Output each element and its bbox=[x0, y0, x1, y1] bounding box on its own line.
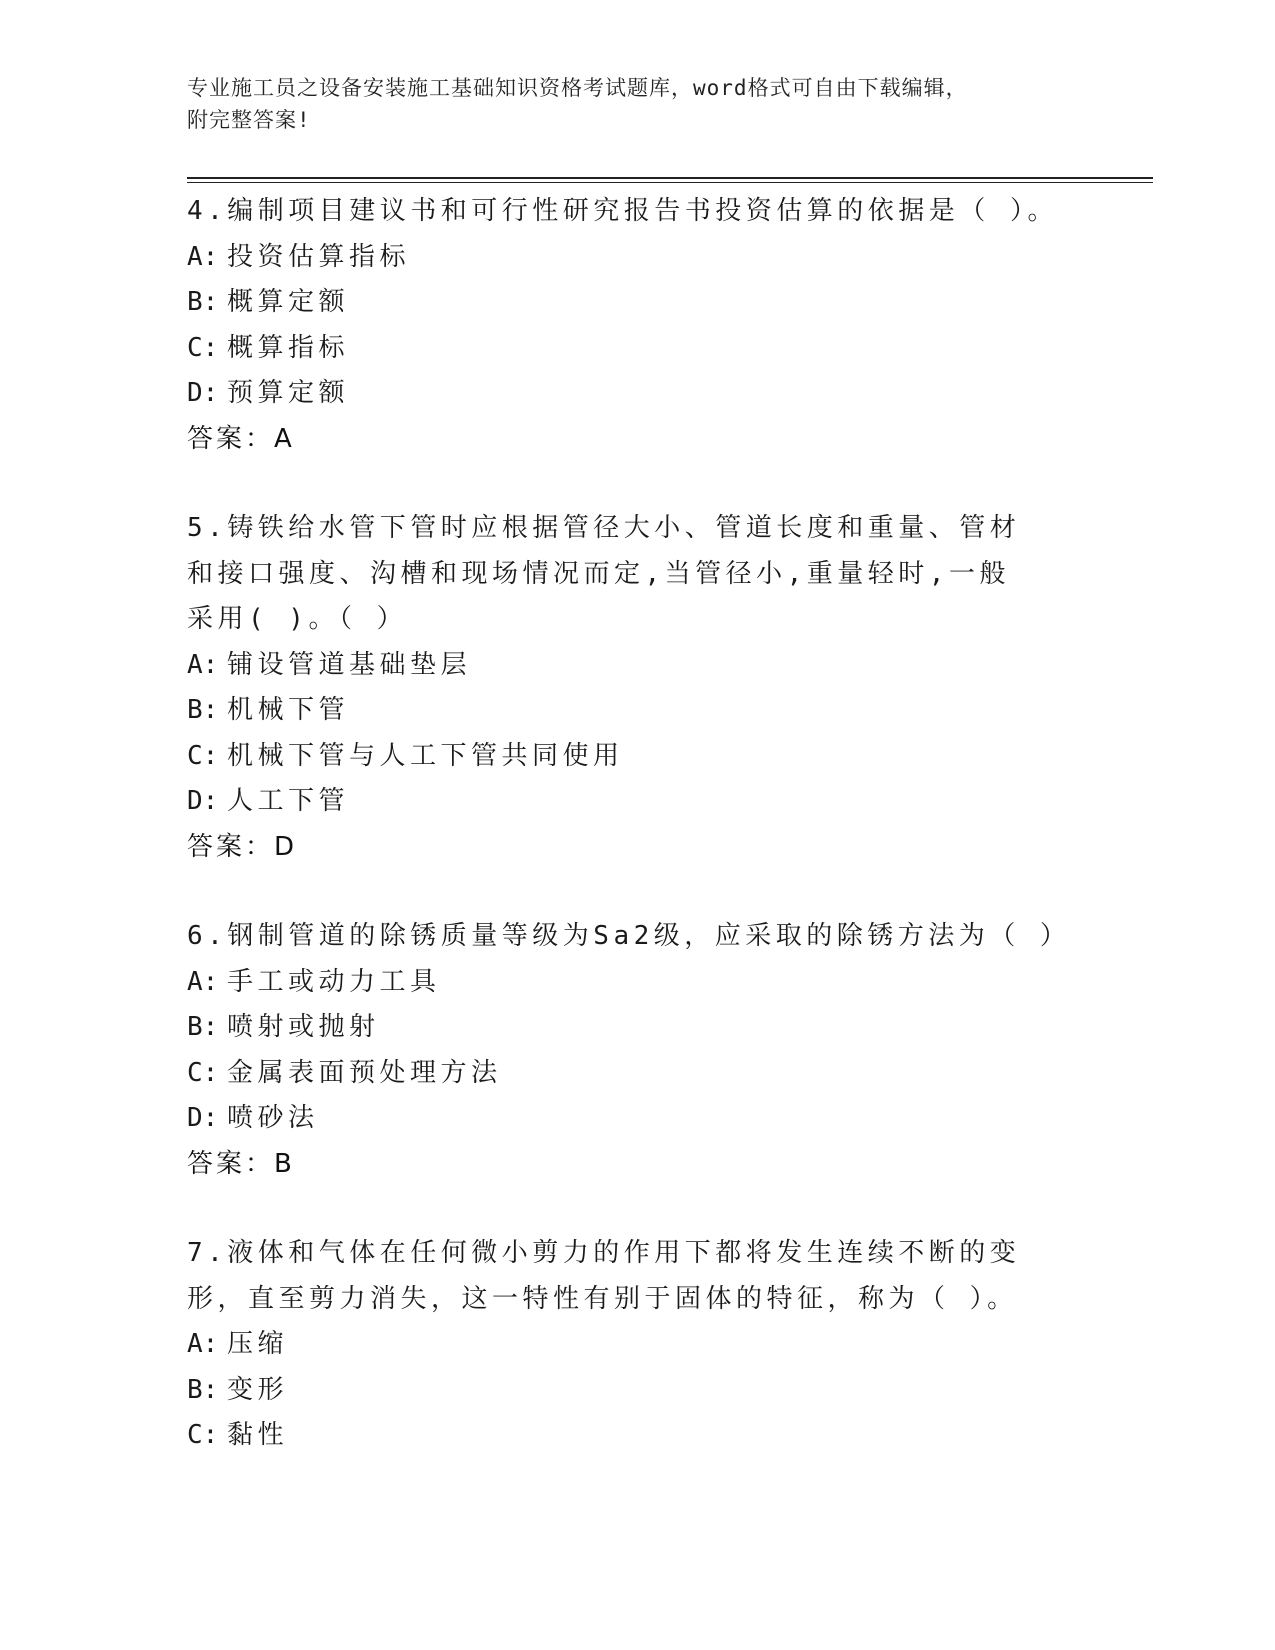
option-d bbox=[187, 371, 1067, 417]
option-letter: D: bbox=[187, 378, 219, 408]
question-stem: 4.编制项目建议书和可行性研究报告书投资估算的依据是（ ）。 bbox=[187, 196, 1058, 226]
option-letter: D: bbox=[187, 786, 219, 816]
option-letter: B: bbox=[187, 1012, 219, 1042]
option-letter: B: bbox=[187, 287, 219, 317]
question-6 bbox=[187, 914, 1071, 1187]
option-text: 预算定额 bbox=[227, 378, 350, 408]
option-text: 机械下管 bbox=[227, 695, 350, 725]
option-text: 喷砂法 bbox=[227, 1103, 319, 1133]
option-letter: A: bbox=[187, 241, 219, 272]
option-letter: C: bbox=[187, 740, 219, 771]
header-divider-thick bbox=[187, 177, 1153, 179]
option-letter: D: bbox=[187, 1103, 219, 1133]
option-d bbox=[187, 779, 1067, 825]
header-divider-thin bbox=[187, 182, 1153, 183]
question-7 bbox=[187, 1231, 1067, 1459]
option-a bbox=[187, 960, 1067, 1006]
option-text: 机械下管与人工下管共同使用 bbox=[227, 740, 624, 771]
option-text: 手工或动力工具 bbox=[227, 966, 441, 997]
document-header bbox=[187, 72, 1067, 136]
option-letter: A: bbox=[187, 1329, 219, 1359]
option-text: 喷射或抛射 bbox=[227, 1012, 380, 1042]
option-b bbox=[187, 1368, 1067, 1414]
header-line-1: 专业施工员之设备安装施工基础知识资格考试题库，word格式可自由下载编辑， bbox=[187, 76, 968, 100]
option-text: 压缩 bbox=[227, 1329, 289, 1359]
option-text: 概算指标 bbox=[227, 332, 350, 363]
option-c bbox=[187, 1051, 1067, 1097]
option-d bbox=[187, 1096, 1067, 1142]
option-text: 变形 bbox=[227, 1374, 289, 1405]
option-text: 人工下管 bbox=[227, 786, 350, 816]
question-stem: 7.液体和气体在任何微小剪力的作用下都将发生连续不断的变形，直至剪力消失，这一特性有别于固体的特征，称为（ ）。 bbox=[187, 1238, 1021, 1314]
option-b bbox=[187, 688, 1067, 734]
answer-line: 答案：A bbox=[187, 423, 295, 454]
question-4 bbox=[187, 189, 1067, 462]
option-letter: C: bbox=[187, 332, 219, 363]
answer-line: 答案：B bbox=[187, 1148, 295, 1179]
option-c bbox=[187, 734, 1067, 780]
option-b bbox=[187, 280, 1067, 326]
option-text: 投资估算指标 bbox=[227, 241, 411, 272]
option-a bbox=[187, 235, 1067, 281]
answer-line: 答案：D bbox=[187, 831, 298, 862]
option-text: 金属表面预处理方法 bbox=[227, 1057, 502, 1088]
option-letter: A: bbox=[187, 966, 219, 997]
option-b bbox=[187, 1005, 1067, 1051]
question-stem: 6.钢制管道的除锈质量等级为Sa2级，应采取的除锈方法为（ ） bbox=[187, 921, 1071, 951]
option-letter: A: bbox=[187, 649, 219, 680]
option-letter: B: bbox=[187, 695, 219, 725]
option-letter: C: bbox=[187, 1420, 219, 1450]
option-c bbox=[187, 1413, 1067, 1459]
option-a bbox=[187, 643, 1067, 689]
option-letter: C: bbox=[187, 1057, 219, 1088]
option-a bbox=[187, 1322, 1067, 1368]
option-c bbox=[187, 326, 1067, 372]
option-text: 概算定额 bbox=[227, 287, 350, 317]
option-letter: B: bbox=[187, 1374, 219, 1405]
question-5 bbox=[187, 506, 1067, 870]
question-list bbox=[187, 189, 1071, 1503]
header-line-2: 附完整答案! bbox=[187, 108, 311, 132]
question-stem: 5.铸铁给水管下管时应根据管径大小、管道长度和重量、管材和接口强度、沟槽和现场情况而定,当管径小,重量轻时,一般采用( )。（ ） bbox=[187, 513, 1021, 634]
option-text: 铺设管道基础垫层 bbox=[227, 649, 472, 680]
option-text: 黏性 bbox=[227, 1420, 289, 1450]
